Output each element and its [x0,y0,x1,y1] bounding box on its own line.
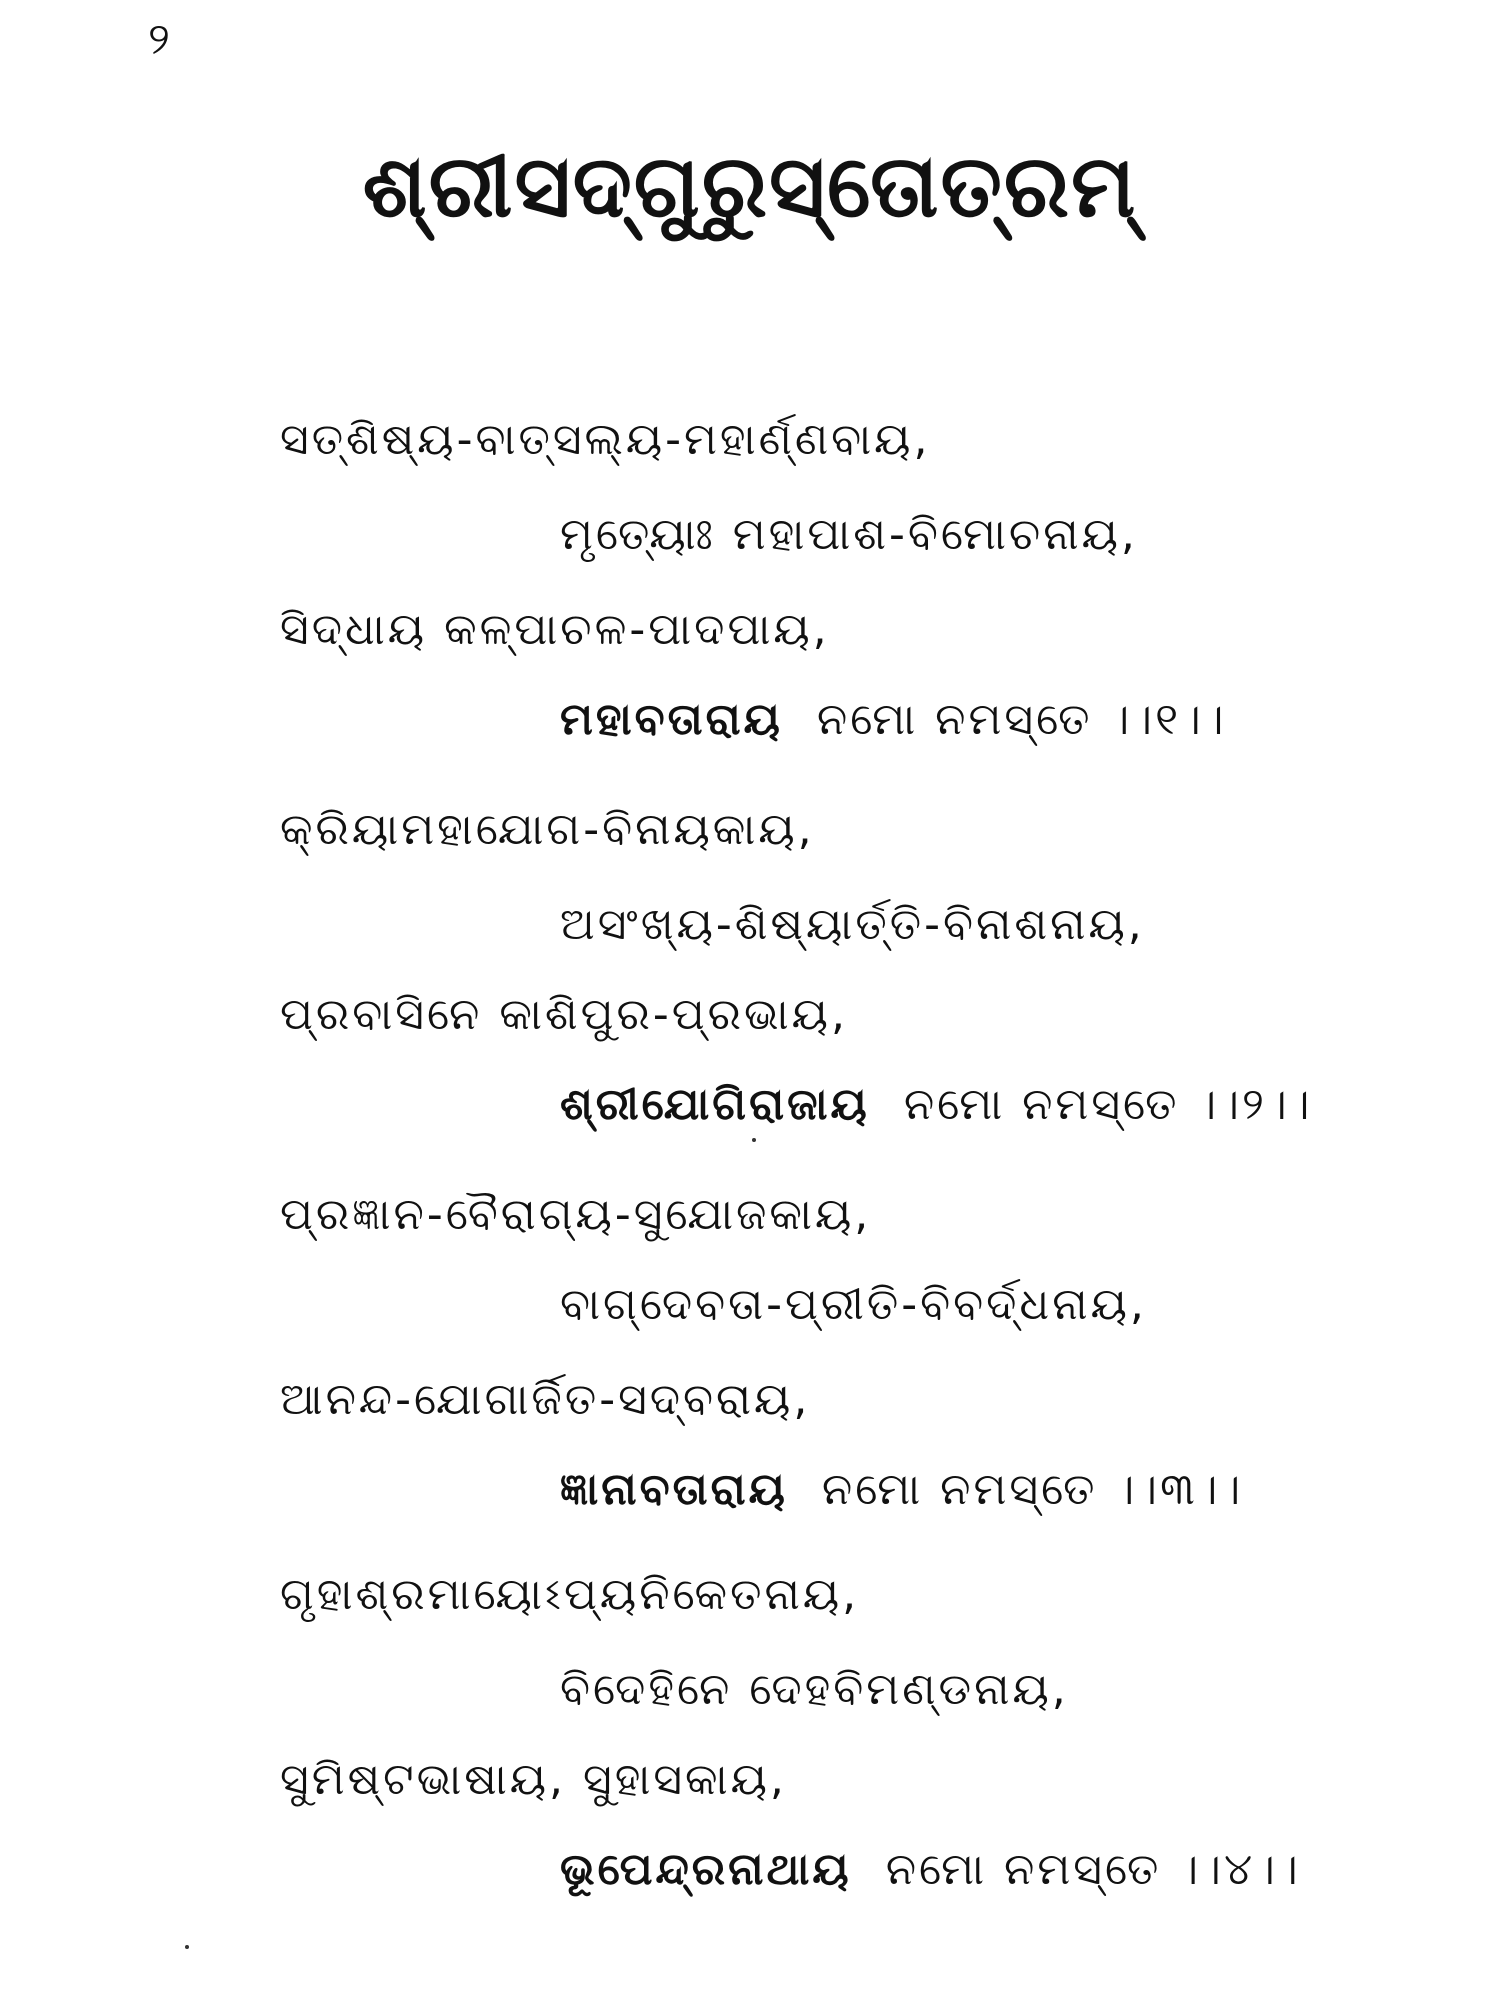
scan-speck [752,1138,756,1142]
verse-4-line-3: ସୁମିଷ୍ଟଭାଷାୟ, ସୁହାସକାୟ, [280,1754,787,1805]
verse-4-line-1: ଗୃହାଶ୍ରମାୟୋଽପ୍ୟନିକେତନାୟ, [280,1569,860,1620]
verse-3-line-3: ଆନନ୍ଦ-ଯୋଗାର୍ଜିତ-ସଦ୍‌ବରାୟ, [280,1374,811,1425]
verse-1-line-4 [560,690,1227,750]
verse-1-refrain-name: ମହାବତାରାୟ [560,694,783,745]
verse-3-line-2: ବାଗ୍‌ଦେବତା-ପ୍ରୀତି-ବିବର୍ଦ୍ଧନାୟ, [560,1279,1147,1330]
page-number: ୨ [148,14,170,65]
verse-1-line-3: ସିଦ୍ଧାୟ କଳ୍ପାଚଳ-ପାଦପାୟ, [280,604,830,655]
scan-speck [185,1945,189,1949]
verse-4-refrain-name: ଭୂପେନ୍ଦ୍ରନାଥାୟ [560,1844,852,1895]
page-title: ଶ୍ରୀସଦ୍‌ଗୁରୁସ୍ତୋତ୍ରମ୍ [362,137,1138,237]
verse-2-line-4 [560,1075,1313,1135]
verse-1-line-2: ମୃତ୍ୟୋଃ ମହାପାଶ-ବିମୋଚନାୟ, [560,509,1138,560]
verse-2-line-1: କ୍ରିୟାମହାଯୋଗ-ବିନାୟକାୟ, [280,804,815,855]
verse-2-refrain-name: ଶ୍ରୀଯୋଗିରାଜାୟ [560,1079,870,1130]
verse-3-refrain: ନମୋ ନମସ୍ତେ ।।୩।। [821,1464,1244,1515]
verse-4-line-4 [560,1840,1301,1900]
verse-3-line-1: ପ୍ରଜ୍ଞାନ-ବୈରାଗ୍ୟ-ସୁଯୋଜକାୟ, [280,1189,872,1240]
verse-2-refrain: ନମୋ ନମସ୍ତେ ।।୨।। [903,1079,1313,1130]
verse-3-line-4 [560,1460,1243,1520]
verse-1-refrain: ନମୋ ନମସ୍ତେ ।।୧।। [816,694,1227,745]
verse-1-line-1: ସତ୍‌ଶିଷ୍ୟ-ବାତ୍ସଲ୍ୟ-ମହାର୍ଣ୍ଣବାୟ, [280,414,931,465]
verse-2-line-2: ଅସଂଖ୍ୟ-ଶିଷ୍ୟାର୍ତ୍ତି-ବିନାଶନାୟ, [560,899,1145,950]
verse-4-line-2: ବିଦେହିନେ ଦେହବିମଣ୍ଡନାୟ, [560,1664,1069,1715]
verse-4-refrain: ନମୋ ନମସ୍ତେ ।।୪।। [885,1844,1301,1895]
verse-3-refrain-name: ଜ୍ଞାନାବତାରାୟ [560,1464,788,1515]
verse-2-line-3: ପ୍ରବାସିନେ କାଶିପୁର-ପ୍ରଭାୟ, [280,989,848,1040]
